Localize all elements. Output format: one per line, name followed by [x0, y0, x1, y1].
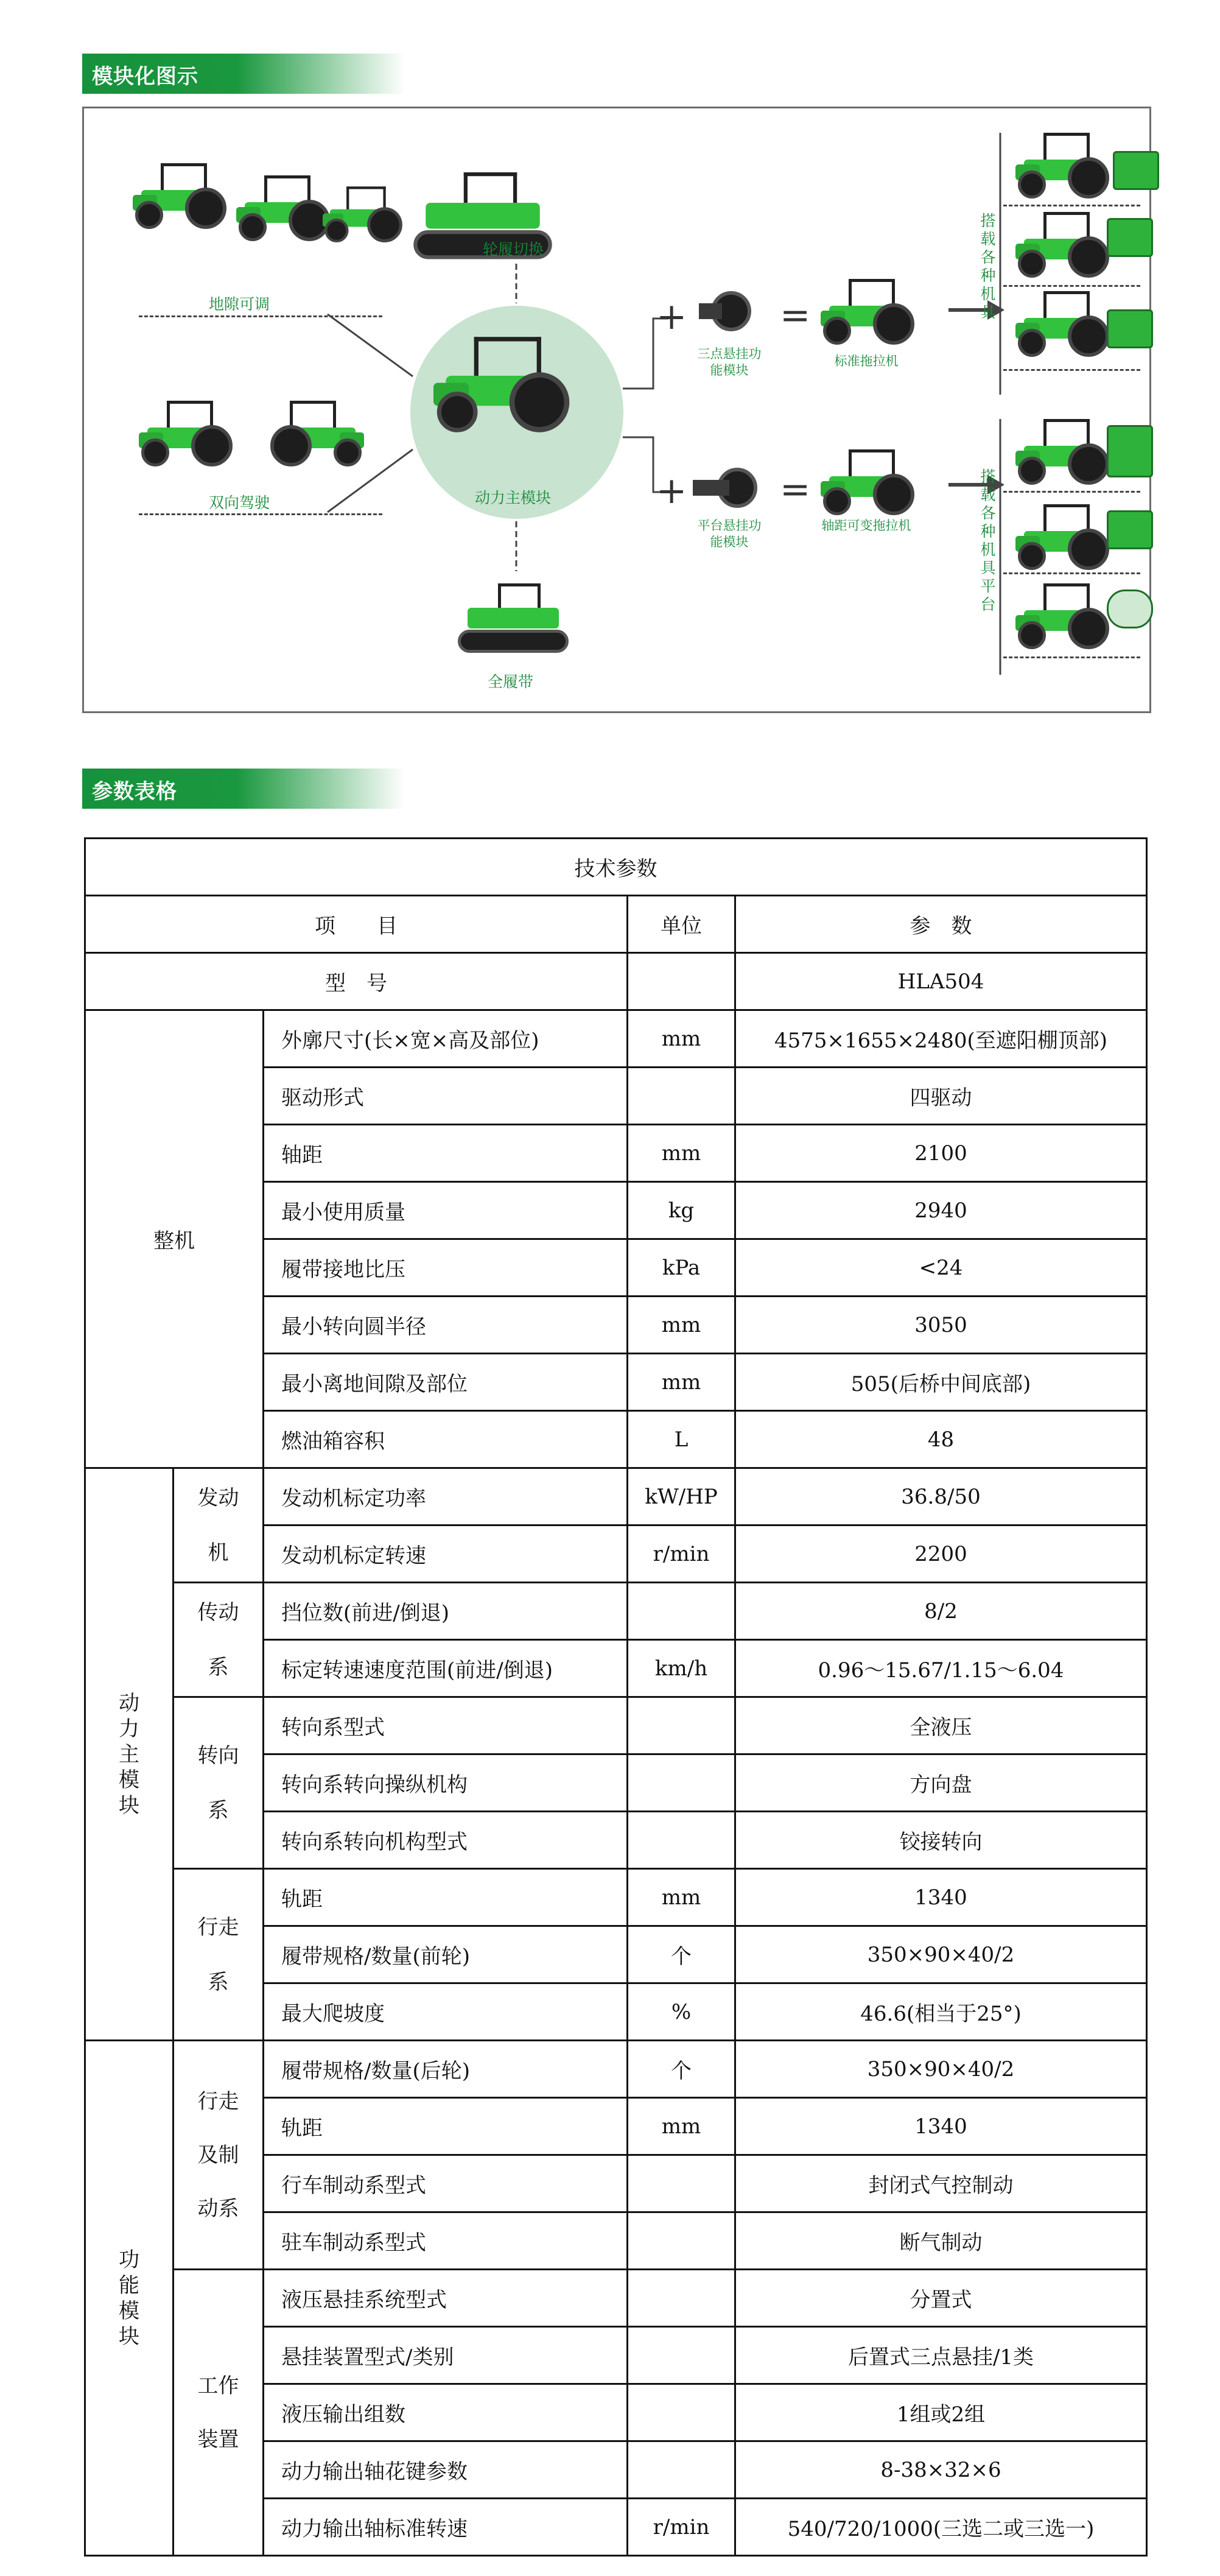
row-unit: mm: [628, 1869, 735, 1926]
table-row: [85, 1869, 1147, 1926]
header-param: 参 数: [735, 896, 1147, 953]
subgroup-transmission-label: 传动系: [197, 1600, 239, 1680]
row-item: 驱动形式: [264, 1068, 628, 1125]
platform-tractor-2: [1015, 504, 1113, 571]
table-row: [85, 2041, 1147, 2098]
table-row: [85, 1583, 1147, 1640]
wheelbase-tractor-caption: 轴距可变拖拉机: [821, 518, 911, 533]
row-item: 最小离地间隙及部位: [264, 1354, 628, 1411]
platform-implement-2: [1107, 510, 1153, 549]
three-point-module-caption: 三点悬挂功能模块: [697, 347, 762, 378]
row-item: 驻车制动系型式: [264, 2212, 628, 2270]
table-row: [85, 1010, 1147, 1068]
table-row: [85, 1468, 1147, 1526]
group-whole: 整机: [85, 1010, 264, 1468]
row-value: 2100: [735, 1125, 1147, 1182]
platform-module-caption: 平台悬挂功能模块: [697, 518, 762, 549]
row-unit: [628, 1583, 735, 1640]
row-value: 350×90×40/2: [735, 2041, 1147, 2098]
row-unit: r/min: [628, 2499, 735, 2556]
dash-line: [1003, 285, 1140, 287]
row-unit: r/min: [628, 1526, 735, 1583]
row-value: 4575×1655×2480(至遮阳棚顶部): [735, 1010, 1147, 1068]
row-unit: [628, 2441, 735, 2499]
row-value: <24: [735, 1239, 1147, 1297]
implement-tractor-1: [1015, 133, 1113, 200]
row-item: 转向系转向机构型式: [264, 1812, 628, 1869]
row-item: 挡位数(前进/倒退): [264, 1583, 628, 1640]
row-value: 四驱动: [735, 1068, 1147, 1125]
row-unit: kPa: [628, 1239, 735, 1297]
row-unit: [628, 2270, 735, 2327]
row-value: 1340: [735, 1869, 1147, 1926]
subgroup-travel-brake: [174, 2041, 264, 2270]
equals-sign: =: [780, 294, 811, 337]
row-value: 断气制动: [735, 2212, 1147, 2270]
full-track-image: [455, 583, 571, 656]
row-unit: mm: [628, 1125, 735, 1182]
implement-platform-caption: 搭载各种机具平台: [980, 468, 996, 613]
section-title: 模块化图示: [92, 65, 198, 89]
group-function-label: 功能模块: [119, 2247, 139, 2349]
dash-line: [1003, 491, 1140, 493]
row-value: 46.6(相当于25°): [735, 1983, 1147, 2041]
row-unit: L: [628, 1411, 735, 1468]
header-unit: 单位: [628, 896, 735, 953]
row-unit: [628, 2384, 735, 2441]
table-row: [85, 1697, 1147, 1754]
full-track-caption: 全履带: [488, 673, 534, 691]
row-item: 转向系转向操纵机构: [264, 1754, 628, 1812]
row-unit: [628, 2212, 735, 2270]
wheel-track-caption: 轮履切换: [483, 241, 544, 258]
row-item: 转向系型式: [264, 1697, 628, 1754]
dash-line: [1003, 205, 1140, 206]
subgroup-travel-brake-label: 行走及制动系: [197, 2089, 239, 2221]
implement-1: [1113, 151, 1159, 190]
row-unit: [628, 2155, 735, 2212]
implement-tractor-2: [1015, 212, 1113, 279]
subgroup-engine: [174, 1468, 264, 1583]
row-value: 1组或2组: [735, 2384, 1147, 2441]
row-unit: kg: [628, 1182, 735, 1239]
plus-sign: +: [656, 470, 687, 512]
row-unit: %: [628, 1983, 735, 2041]
row-value: 分置式: [735, 2270, 1147, 2327]
row-item: 履带接地比压: [264, 1239, 628, 1297]
table-row: [85, 953, 1147, 1010]
subgroup-transmission: [174, 1583, 264, 1697]
subgroup-travel-label: 行走系: [197, 1915, 239, 1994]
subgroup-steering-label: 转向系: [197, 1743, 239, 1823]
platform-tractor-1: [1015, 419, 1113, 486]
row-item: 悬挂装置型式/类别: [264, 2327, 628, 2384]
group-power-main: [85, 1468, 174, 2041]
row-value: 方向盘: [735, 1754, 1147, 1812]
row-item: 履带规格/数量(后轮): [264, 2041, 628, 2098]
row-value: 540/720/1000(三选二或三选一): [735, 2499, 1147, 2556]
implements-caption: 搭载各种机具: [980, 212, 996, 321]
implement-3: [1107, 309, 1153, 348]
implement-2: [1107, 218, 1153, 257]
row-item: 动力输出轴花键参数: [264, 2441, 628, 2499]
row-unit: 个: [628, 2041, 735, 2098]
platform-tractor-3: [1015, 583, 1113, 650]
row-value: 1340: [735, 2098, 1147, 2155]
row-item: 最大爬坡度: [264, 1983, 628, 2041]
row-item: 轨距: [264, 2098, 628, 2155]
row-unit: mm: [628, 1297, 735, 1354]
table-row: [85, 839, 1147, 896]
plus-sign: +: [656, 295, 687, 338]
row-item: 液压输出组数: [264, 2384, 628, 2441]
header-item: 项 目: [85, 896, 628, 953]
row-value: 350×90×40/2: [735, 1926, 1147, 1983]
dash-line: [1003, 572, 1140, 574]
row-item: 燃油箱容积: [264, 1411, 628, 1468]
row-item: 发动机标定功率: [264, 1468, 628, 1526]
row-unit: [628, 2327, 735, 2384]
row-unit: [628, 1754, 735, 1812]
dash-line: [1003, 656, 1140, 658]
row-value: 封闭式气控制动: [735, 2155, 1147, 2212]
model-label: 型 号: [85, 953, 628, 1010]
standard-tractor-image: [821, 279, 918, 346]
row-unit: [628, 1812, 735, 1869]
platform-module-image: [693, 462, 766, 510]
subgroup-work: [174, 2270, 264, 2556]
row-unit: km/h: [628, 1640, 735, 1697]
bidirectional-caption: 双向驾驶: [209, 494, 270, 512]
clearance-caption: 地隙可调: [209, 295, 270, 313]
main-module-tractor-image: [433, 337, 575, 434]
row-value: 3050: [735, 1297, 1147, 1354]
spec-table: [84, 837, 1148, 2557]
section-header-diagram: [82, 54, 405, 94]
row-value: 2200: [735, 1526, 1147, 1583]
subgroup-steering: [174, 1697, 264, 1869]
row-unit: mm: [628, 2098, 735, 2155]
row-item: 行车制动系型式: [264, 2155, 628, 2212]
subgroup-work-label: 工作装置: [197, 2373, 239, 2452]
row-value: 48: [735, 1411, 1147, 1468]
row-unit: [628, 1697, 735, 1754]
row-unit: mm: [628, 1354, 735, 1411]
row-item: 履带规格/数量(前轮): [264, 1926, 628, 1983]
row-value: 505(后桥中间底部): [735, 1354, 1147, 1411]
platform-implement-1: [1107, 425, 1153, 477]
row-item: 发动机标定转速: [264, 1526, 628, 1583]
row-item: 轨距: [264, 1869, 628, 1926]
wheelbase-tractor-image: [821, 449, 918, 516]
subgroup-engine-label: 发动机: [197, 1485, 239, 1565]
row-item: 动力输出轴标准转速: [264, 2499, 628, 2556]
subgroup-travel: [174, 1869, 264, 2041]
section-title: 参数表格: [92, 779, 177, 804]
row-unit: 个: [628, 1926, 735, 1983]
table-row: [85, 2270, 1147, 2327]
row-value: 36.8/50: [735, 1468, 1147, 1526]
row-item: 液压悬挂系统型式: [264, 2270, 628, 2327]
equals-sign: =: [780, 468, 811, 511]
table-header-row: [85, 896, 1147, 953]
implement-tractor-3: [1015, 291, 1113, 358]
row-value: 0.96～15.67/1.15～6.04: [735, 1640, 1147, 1697]
model-value: HLA504: [735, 953, 1147, 1010]
row-value: 后置式三点悬挂/1类: [735, 2327, 1147, 2384]
main-module-caption: 动力主模块: [475, 489, 552, 507]
row-value: 铰接转向: [735, 1812, 1147, 1869]
row-unit: kW/HP: [628, 1468, 735, 1526]
row-value: 8/2: [735, 1583, 1147, 1640]
row-item: 标定转速速度范围(前进/倒退): [264, 1640, 628, 1697]
row-value: 8-38×32×6: [735, 2441, 1147, 2499]
table-title: 技术参数: [85, 839, 1147, 896]
standard-tractor-caption: 标准拖拉机: [834, 354, 899, 368]
row-item: 最小转向圆半径: [264, 1297, 628, 1354]
row-unit: mm: [628, 1010, 735, 1068]
row-value: 全液压: [735, 1697, 1147, 1754]
row-item: 外廓尺寸(长×宽×高及部位): [264, 1010, 628, 1068]
modular-diagram: [82, 107, 1151, 713]
platform-implement-3: [1107, 589, 1153, 628]
three-point-module-image: [699, 285, 754, 334]
dash-line: [1003, 369, 1140, 371]
row-item: 最小使用质量: [264, 1182, 628, 1239]
row-item: 轴距: [264, 1125, 628, 1182]
row-value: 2940: [735, 1182, 1147, 1239]
row-unit: [628, 1068, 735, 1125]
group-function: [85, 2041, 174, 2556]
group-power-main-label: 动力主模块: [119, 1691, 139, 1818]
section-header-table: [82, 769, 405, 809]
model-unit: [628, 953, 735, 1010]
